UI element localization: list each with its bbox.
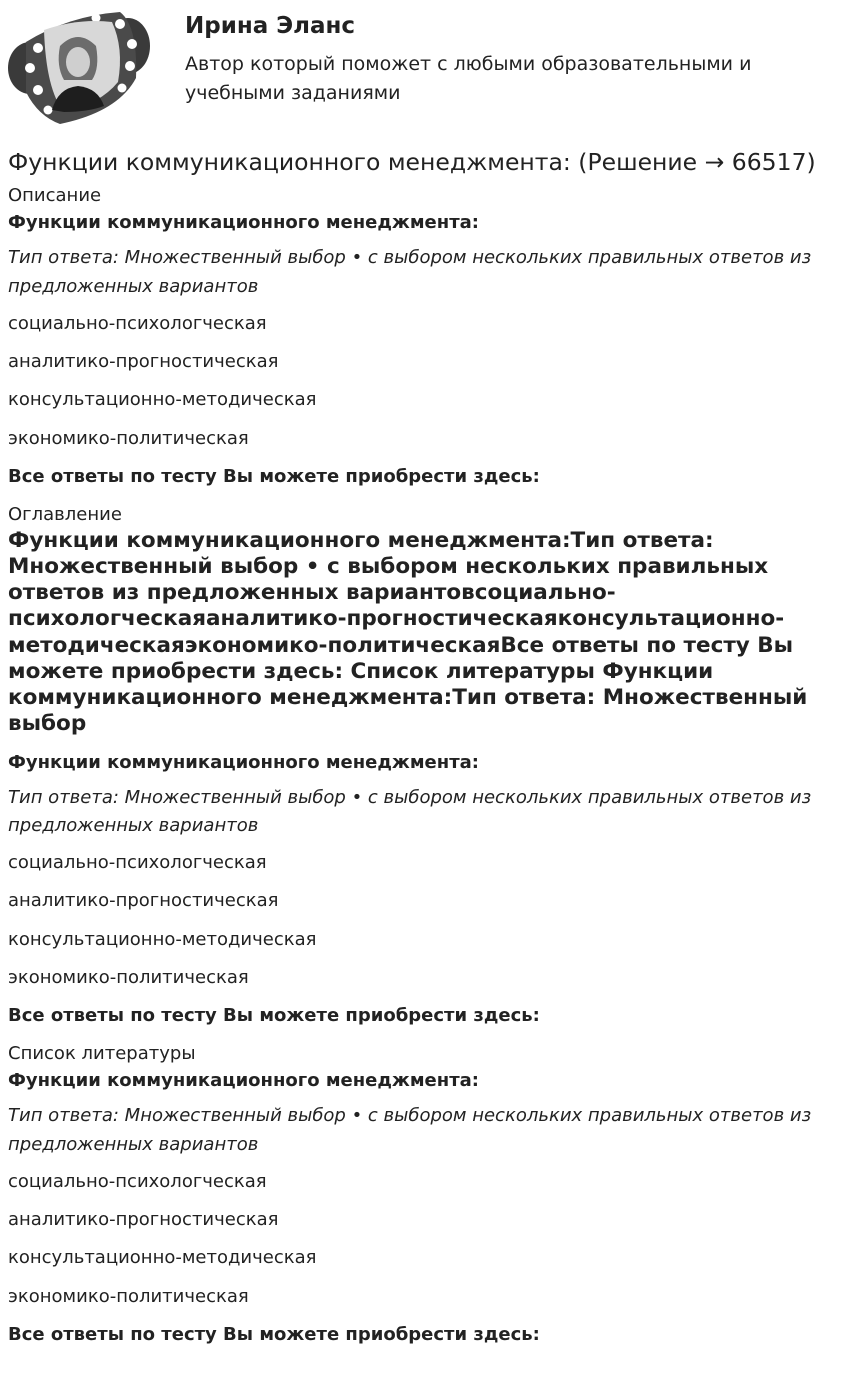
author-name: Ирина Эланс [185,13,356,39]
answer-option: аналитико-прогностическая [8,1209,279,1231]
answer-type: Тип ответа: Множественный выбор • с выбором нескольких правильных ответов из предложенных вариантов [8,247,812,298]
answer-option: экономико-политическая [8,427,249,449]
answer-option: аналитико-прогностическая [8,351,279,373]
author-avatar [8,8,150,126]
question-title: Функции коммуникационного менеджмента: [8,1070,479,1092]
literature-section [8,1040,838,1350]
answer-type: Тип ответа: Множественный выбор • с выбором нескольких правильных ответов из предложенных вариантов [8,786,812,837]
answer-option: социально-психологческая [8,852,267,874]
page-title: Функции коммуникационного менеджмента: (Решение → 66517) [8,148,816,176]
description-section [8,182,838,492]
section-label-literature: Список литературы [8,1043,196,1065]
author-header [8,8,838,128]
answer-option: аналитико-прогностическая [8,890,279,912]
buy-answers-text: Все ответы по тесту Вы можете приобрести здесь: [8,1005,540,1027]
answer-option: экономико-политическая [8,967,249,989]
buy-answers-text: Все ответы по тесту Вы можете приобрести здесь: [8,1323,540,1345]
answer-option: консультационно-методическая [8,389,317,411]
section-label-description: Описание [8,185,102,207]
buy-answers-text: Все ответы по тесту Вы можете приобрести здесь: [8,466,540,488]
question-title: Функции коммуникационного менеджмента: [8,751,479,773]
answer-option: социально-психологческая [8,312,267,334]
answer-option: консультационно-методическая [8,928,317,950]
answer-option: социально-психологческая [8,1170,267,1192]
answer-option: консультационно-методическая [8,1247,317,1269]
section-label-toc: Оглавление [8,503,122,525]
main-content [8,145,838,1359]
answer-type: Тип ответа: Множественный выбор • с выбором нескольких правильных ответов из предложенных вариантов [8,1105,812,1155]
answer-option: экономико-политическая [8,1285,249,1307]
question-title: Функции коммуникационного менеджмента: [8,212,479,234]
toc-heading: Функции коммуникационного менеджмента:Тип ответа: Множественный выбор • с выбором нескольких правильных ответов из предложенных вариантовсоциально-психологческаяаналитико-прогностическаяконсультационно-методическаяэкономико-политическаяВсе ответы по тесту Вы можете приобрести здесь: Список литературы Функции коммуникационного менеджмента:Тип ответа: Множественный выбор [8,527,808,737]
toc-section [8,501,838,1031]
author-description: Автор который поможет с любыми образовательными и учебными заданиями [185,53,752,105]
